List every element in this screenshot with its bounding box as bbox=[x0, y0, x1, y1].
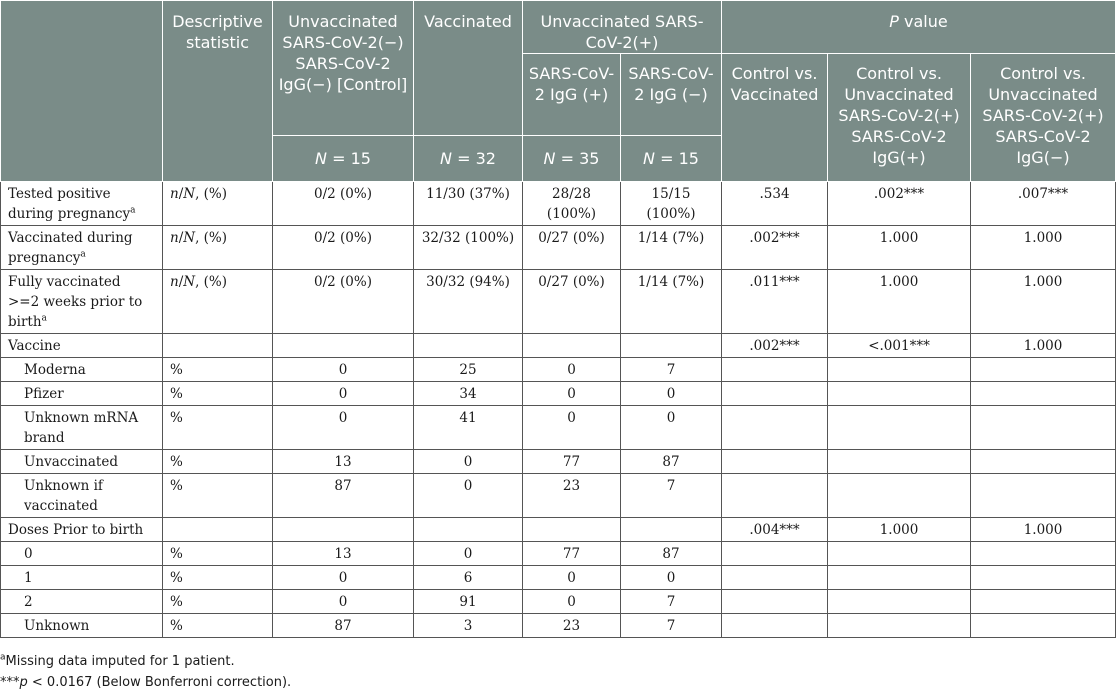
row-value bbox=[273, 334, 414, 358]
row-statistic: n/N, (%) bbox=[163, 270, 273, 334]
row-label: Doses Prior to birth bbox=[1, 518, 163, 542]
row-value: 0 bbox=[523, 382, 621, 406]
row-statistic bbox=[163, 334, 273, 358]
table-row bbox=[1, 406, 1116, 450]
row-value: 0 bbox=[621, 382, 722, 406]
table-row bbox=[1, 382, 1116, 406]
row-value bbox=[971, 542, 1116, 566]
table-body bbox=[1, 182, 1116, 638]
row-value bbox=[523, 518, 621, 542]
header-igg-negative: SARS-CoV-2 IgG (−) bbox=[621, 54, 722, 136]
row-value: 1/14 (7%) bbox=[621, 270, 722, 334]
row-value bbox=[971, 406, 1116, 450]
row-label: 2 bbox=[1, 590, 163, 614]
row-label: Moderna bbox=[1, 358, 163, 382]
row-value bbox=[828, 542, 971, 566]
row-label: Unknown if vaccinated bbox=[1, 474, 163, 518]
row-value: 1.000 bbox=[828, 226, 971, 270]
row-value: 34 bbox=[414, 382, 523, 406]
row-value: <.001*** bbox=[828, 334, 971, 358]
p-value-suffix: value bbox=[898, 12, 948, 31]
row-statistic: % bbox=[163, 382, 273, 406]
row-value: 7 bbox=[621, 358, 722, 382]
row-value: 1.000 bbox=[971, 226, 1116, 270]
row-value bbox=[828, 590, 971, 614]
row-value: 0 bbox=[273, 406, 414, 450]
row-statistic: n/N, (%) bbox=[163, 182, 273, 226]
row-value bbox=[722, 542, 828, 566]
row-value: 1.000 bbox=[971, 270, 1116, 334]
row-value bbox=[722, 382, 828, 406]
row-value: .002*** bbox=[828, 182, 971, 226]
row-value: 3 bbox=[414, 614, 523, 638]
row-value: 91 bbox=[414, 590, 523, 614]
table-row bbox=[1, 474, 1116, 518]
row-value: .004*** bbox=[722, 518, 828, 542]
row-statistic: % bbox=[163, 406, 273, 450]
row-value bbox=[414, 518, 523, 542]
row-label: Unvaccinated bbox=[1, 450, 163, 474]
footnote-bonferroni: ***p < 0.0167 (Below Bonferroni correction). bbox=[0, 675, 292, 690]
row-value: .007*** bbox=[971, 182, 1116, 226]
row-value: 87 bbox=[621, 450, 722, 474]
row-value: 0 bbox=[523, 590, 621, 614]
row-value bbox=[414, 334, 523, 358]
row-statistic: % bbox=[163, 358, 273, 382]
row-value: 15/15 (100%) bbox=[621, 182, 722, 226]
row-value bbox=[971, 450, 1116, 474]
row-value: 1.000 bbox=[971, 334, 1116, 358]
row-statistic: % bbox=[163, 590, 273, 614]
row-value: 23 bbox=[523, 614, 621, 638]
row-value: 0 bbox=[414, 474, 523, 518]
row-value: 1.000 bbox=[828, 270, 971, 334]
n-igg-positive: N = 35 bbox=[523, 136, 621, 182]
header-unvaccinated-positive: Unvaccinated SARS-CoV-2(+) bbox=[523, 1, 722, 54]
row-value bbox=[971, 382, 1116, 406]
table-row bbox=[1, 358, 1116, 382]
n-igg-negative: N = 15 bbox=[621, 136, 722, 182]
row-value bbox=[971, 358, 1116, 382]
row-value: 30/32 (94%) bbox=[414, 270, 523, 334]
row-value: 77 bbox=[523, 450, 621, 474]
row-value: 0/27 (0%) bbox=[523, 226, 621, 270]
row-value: 0/2 (0%) bbox=[273, 270, 414, 334]
row-value: 32/32 (100%) bbox=[414, 226, 523, 270]
row-value: 13 bbox=[273, 542, 414, 566]
row-value: 0 bbox=[414, 450, 523, 474]
row-label: Pfizer bbox=[1, 382, 163, 406]
row-value: 0 bbox=[621, 406, 722, 450]
row-value bbox=[828, 450, 971, 474]
table-row bbox=[1, 614, 1116, 638]
row-value: 0/2 (0%) bbox=[273, 226, 414, 270]
row-value bbox=[621, 518, 722, 542]
row-value: 0/2 (0%) bbox=[273, 182, 414, 226]
row-value: 0 bbox=[523, 358, 621, 382]
header-blank bbox=[1, 1, 163, 182]
row-label: Tested positive during pregnancy$^a$ bbox=[1, 182, 163, 226]
row-value bbox=[828, 474, 971, 518]
row-value: 87 bbox=[621, 542, 722, 566]
table-row bbox=[1, 590, 1116, 614]
row-statistic: % bbox=[163, 566, 273, 590]
row-value bbox=[722, 406, 828, 450]
row-value bbox=[828, 358, 971, 382]
header-control-vs-vaccinated: Control vs. Vaccinated bbox=[722, 54, 828, 182]
row-label: 0 bbox=[1, 542, 163, 566]
row-value bbox=[971, 566, 1116, 590]
row-value: 1.000 bbox=[971, 518, 1116, 542]
row-label: Vaccinated during pregnancy$^a$ bbox=[1, 226, 163, 270]
row-value: 11/30 (37%) bbox=[414, 182, 523, 226]
row-value bbox=[828, 566, 971, 590]
row-value: 0 bbox=[621, 566, 722, 590]
header-p-value bbox=[722, 1, 1116, 54]
row-value: 0 bbox=[273, 382, 414, 406]
row-label: Unknown bbox=[1, 614, 163, 638]
row-label: Unknown mRNA brand bbox=[1, 406, 163, 450]
row-value: 87 bbox=[273, 474, 414, 518]
row-value bbox=[971, 614, 1116, 638]
header-control: Unvaccinated SARS-CoV-2(−) SARS-CoV-2 IgG(−) [Control] bbox=[273, 1, 414, 136]
row-value: 7 bbox=[621, 474, 722, 518]
footnote-a: $^a$Missing data imputed for 1 patient. bbox=[0, 652, 235, 669]
row-value bbox=[828, 382, 971, 406]
row-value: 23 bbox=[523, 474, 621, 518]
row-value: .534 bbox=[722, 182, 828, 226]
row-value: .002*** bbox=[722, 334, 828, 358]
header-vaccinated: Vaccinated bbox=[414, 1, 523, 136]
row-value: 41 bbox=[414, 406, 523, 450]
row-value: 0 bbox=[273, 358, 414, 382]
row-statistic: % bbox=[163, 450, 273, 474]
row-value: 0 bbox=[414, 542, 523, 566]
row-value: 7 bbox=[621, 590, 722, 614]
table-row bbox=[1, 542, 1116, 566]
table-row bbox=[1, 518, 1116, 542]
table-row bbox=[1, 450, 1116, 474]
row-value bbox=[722, 450, 828, 474]
header-descriptive-statistic: Descriptive statistic bbox=[163, 1, 273, 182]
row-value bbox=[722, 590, 828, 614]
row-value bbox=[722, 474, 828, 518]
row-value: 0/27 (0%) bbox=[523, 270, 621, 334]
table-row bbox=[1, 270, 1116, 334]
row-value: 0 bbox=[523, 566, 621, 590]
row-value bbox=[828, 614, 971, 638]
row-label: 1 bbox=[1, 566, 163, 590]
row-value bbox=[273, 518, 414, 542]
row-value bbox=[828, 406, 971, 450]
row-value: .011*** bbox=[722, 270, 828, 334]
row-value: 1/14 (7%) bbox=[621, 226, 722, 270]
row-statistic: n/N, (%) bbox=[163, 226, 273, 270]
row-value bbox=[722, 566, 828, 590]
n-control: N = 15 bbox=[273, 136, 414, 182]
row-value: 6 bbox=[414, 566, 523, 590]
row-value: 77 bbox=[523, 542, 621, 566]
row-value bbox=[971, 474, 1116, 518]
row-label: Fully vaccinated >=2 weeks prior to birth$^a$ bbox=[1, 270, 163, 334]
row-value: 0 bbox=[523, 406, 621, 450]
table-row bbox=[1, 334, 1116, 358]
row-value: 28/28 (100%) bbox=[523, 182, 621, 226]
header-igg-positive: SARS-CoV-2 IgG (+) bbox=[523, 54, 621, 136]
row-value: 87 bbox=[273, 614, 414, 638]
row-value bbox=[722, 614, 828, 638]
header-control-vs-igg-negative: Control vs. Unvaccinated SARS-CoV-2(+) SARS-CoV-2 IgG(−) bbox=[971, 54, 1116, 182]
row-value bbox=[722, 358, 828, 382]
row-value: .002*** bbox=[722, 226, 828, 270]
row-statistic: % bbox=[163, 542, 273, 566]
row-value: 1.000 bbox=[828, 518, 971, 542]
row-statistic: % bbox=[163, 474, 273, 518]
row-value: 13 bbox=[273, 450, 414, 474]
row-value bbox=[523, 334, 621, 358]
table-row bbox=[1, 182, 1116, 226]
row-value: 25 bbox=[414, 358, 523, 382]
row-value bbox=[971, 590, 1116, 614]
row-value: 7 bbox=[621, 614, 722, 638]
p-value-symbol: P bbox=[889, 12, 899, 31]
row-label: Vaccine bbox=[1, 334, 163, 358]
n-vaccinated: N = 32 bbox=[414, 136, 523, 182]
row-value: 0 bbox=[273, 566, 414, 590]
header-control-vs-igg-positive: Control vs. Unvaccinated SARS-CoV-2(+) SARS-CoV-2 IgG(+) bbox=[828, 54, 971, 182]
row-value bbox=[621, 334, 722, 358]
table-row bbox=[1, 226, 1116, 270]
row-statistic bbox=[163, 518, 273, 542]
table-row bbox=[1, 566, 1116, 590]
row-value: 0 bbox=[273, 590, 414, 614]
row-statistic: % bbox=[163, 614, 273, 638]
